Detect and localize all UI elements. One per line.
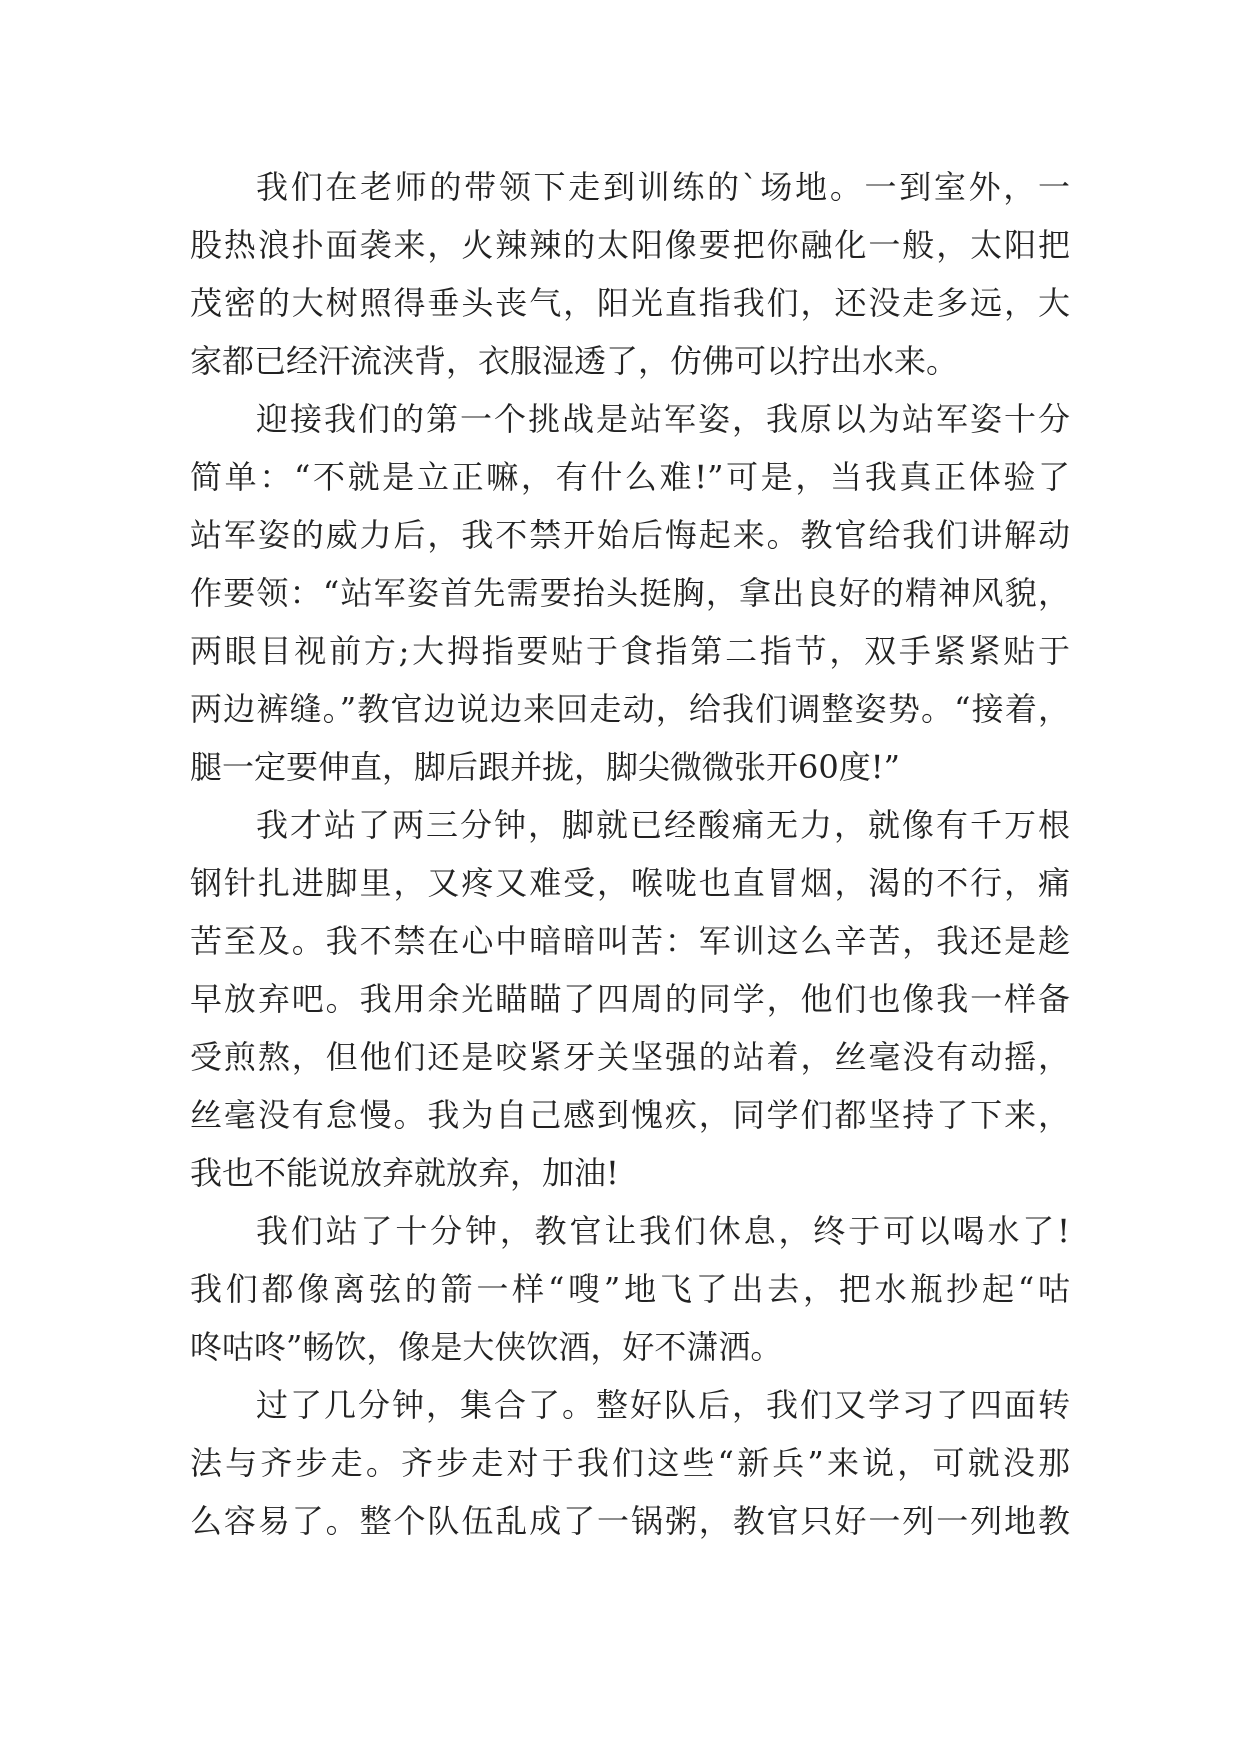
text-line: 茂密的大树照得垂头丧气，阳光直指我们，还没走多远，大	[190, 284, 1070, 322]
paragraph-5	[190, 1376, 1070, 1550]
text-line: 腿一定要伸直，脚后跟并拢，脚尖微微张开60度!”	[190, 748, 900, 786]
text-line: 简单：“不就是立正嘛，有什么难!”可是，当我真正体验了	[190, 458, 1070, 496]
paragraph-4	[190, 1202, 1070, 1376]
text-line: 两边裤缝。”教官边说边来回走动，给我们调整姿势。“接着，	[190, 690, 1070, 728]
text-line: 我也不能说放弃就放弃，加油!	[190, 1154, 619, 1192]
text-line: 钢针扎进脚里，又疼又难受，喉咙也直冒烟，渴的不行，痛	[190, 864, 1070, 902]
text-line: 过了几分钟，集合了。整好队后，我们又学习了四面转	[256, 1386, 1070, 1424]
text-line: 两眼目视前方;大拇指要贴于食指第二指节，双手紧紧贴于	[190, 632, 1070, 670]
text-line: 法与齐步走。齐步走对于我们这些“新兵”来说，可就没那	[190, 1444, 1070, 1482]
text-line: 受煎熬，但他们还是咬紧牙关坚强的站着，丝毫没有动摇，	[190, 1038, 1070, 1076]
text-line: 苦至及。我不禁在心中暗暗叫苦：军训这么辛苦，我还是趁	[190, 922, 1070, 960]
text-line: 咚咕咚”畅饮，像是大侠饮酒，好不潇洒。	[190, 1328, 783, 1366]
text-line: 股热浪扑面袭来，火辣辣的太阳像要把你融化一般，太阳把	[190, 226, 1070, 264]
text-line: 家都已经汗流浃背，衣服湿透了，仿佛可以拧出水来。	[190, 342, 959, 380]
text-line: 迎接我们的第一个挑战是站军姿，我原以为站军姿十分	[256, 400, 1070, 438]
text-line: 站军姿的威力后，我不禁开始后悔起来。教官给我们讲解动	[190, 516, 1070, 554]
text-line: 我才站了两三分钟，脚就已经酸痛无力，就像有千万根	[256, 806, 1070, 844]
paragraph-3	[190, 796, 1070, 1202]
paragraph-1	[190, 158, 1070, 390]
paragraph-2	[190, 390, 1070, 796]
text-line: 么容易了。整个队伍乱成了一锅粥，教官只好一列一列地教	[190, 1502, 1070, 1540]
text-line: 我们在老师的带领下走到训练的`场地。一到室外，一	[256, 168, 1070, 206]
text-line: 我们站了十分钟，教官让我们休息，终于可以喝水了!	[256, 1212, 1070, 1250]
text-line: 作要领：“站军姿首先需要抬头挺胸，拿出良好的精神风貌，	[190, 574, 1070, 612]
text-line: 丝毫没有怠慢。我为自己感到愧疚，同学们都坚持了下来，	[190, 1096, 1070, 1134]
document-body	[190, 158, 1070, 1550]
text-line: 早放弃吧。我用余光瞄瞄了四周的同学，他们也像我一样备	[190, 980, 1070, 1018]
text-line: 我们都像离弦的箭一样“嗖”地飞了出去，把水瓶抄起“咕	[190, 1270, 1070, 1308]
